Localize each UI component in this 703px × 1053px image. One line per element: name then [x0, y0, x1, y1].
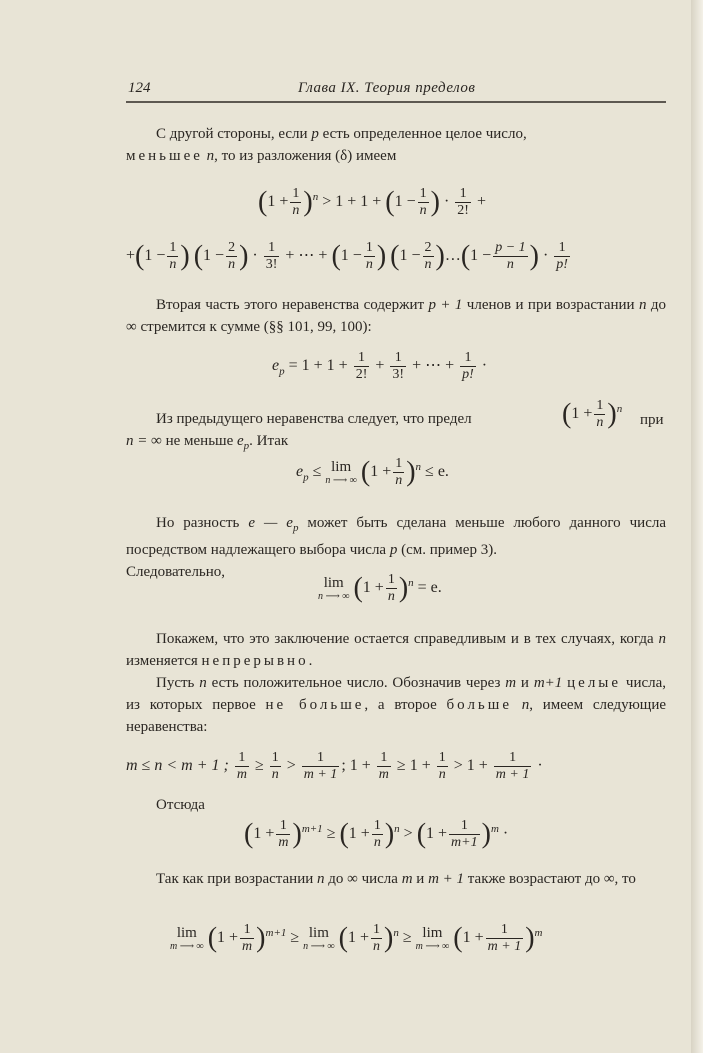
formula-power-ineq: (1 + $\frac{1}{m}$ )$^{m+1}$ ≥ (1 + $\frac{1}{n}$ )$^n$ > (1 + $\frac{1}{m+1}$ )$^m$ · — [244, 818, 509, 850]
paragraph-8: Так как при возрастании n до ∞ числа m и m + 1 также возрастают до ∞, то — [156, 871, 636, 887]
formula-ep-le-lim: $e_p$ ≤ lim n ⟶ ∞ (1 + $\frac{1}{n}$ )$^n$ ≤ e. — [296, 456, 449, 488]
formula-ep-sum: $e_p = 1 + 1$ + $\frac{1}{2!}$ + $\frac{1}{3!}$ + ⋯ + $\frac{1}{p!}$ · — [272, 350, 488, 382]
formula-m-n-ineq: m ≤ n < m + 1 ; $\frac{1}{m}$ ≥ $\frac{1}{n}$ > $\frac{1}{m + 1}$ ; 1 + $\frac{1}{m}$ ≥ 1 + $\frac{1}{n}$ > 1 + $\frac{1}{m + 1}$ · — [126, 750, 543, 782]
formula-expansion-1: (1 + $\frac{1}{n}$ )$^n$ > 1 + 1 + (1 − $\frac{1}{n}$ ) · $\frac{1}{2!}$ + — [258, 186, 486, 218]
paragraph-3: Из предыдущего неравенства следует, что предел n = ∞ не меньше $e_p$. Итак — [126, 411, 472, 452]
formula-expansion-2: +(1 − $\frac{1}{n}$ ) (1 − $\frac{2}{n}$ ) · $\frac{1}{3!}$ + ⋯ + (1 − $\frac{1}{n}$ ) (1 − $\frac{2}{n}$ )…(1 − $\frac{p - 1}{n}$ ) · $\frac{1}{p!}$ — [126, 240, 568, 272]
paragraph-7: Отсюда — [156, 797, 205, 813]
page-number: 124 — [128, 80, 151, 96]
paragraph-6: Пусть n есть положительное число. Обозначив через m и m+1 целые числа, из которых первое не больше, а второе больше n, имеем следующие неравенства: — [126, 675, 667, 735]
paragraph-2: Вторая часть этого неравенства содержит p + 1 членов и при возрастании n до ∞ стремится к сумме (§§ 101, 99, 100): — [126, 297, 666, 335]
running-title: Глава IX. Теория пределов — [298, 80, 476, 96]
formula-final-limits: lim m ⟶ ∞ (1 + $\frac{1}{m}$ )$^{m+1}$ ≥ lim n ⟶ ∞ (1 + $\frac{1}{n}$ )$^n$ ≥ lim m ⟶ ∞ (1 + $\frac{1}{m + 1}$ )$^m$ — [170, 922, 543, 954]
header-rule — [126, 101, 666, 103]
page-edge — [691, 0, 703, 1053]
paragraph-1: С другой стороны, если p есть определенное целое число, меньшее n, то из разложения (δ) имеем — [126, 126, 527, 164]
page-header — [128, 80, 668, 100]
paragraph-5: Покажем, что это заключение остается справедливым и в тех случаях, когда n изменяется непрерывно. — [126, 631, 666, 669]
formula-lim-eq-e: lim n ⟶ ∞ (1 + $\frac{1}{n}$ )$^n$ = e. — [318, 572, 442, 604]
paragraph-4: Но разность e — $e_p$ может быть сделана меньше любого данного числа посредством надлежащего выбора числа p (см. пример 3). Следовательно, — [126, 515, 667, 580]
word-pri: при — [640, 412, 664, 428]
inline-limit-expr: (1 + $\frac{1}{n}$ )$^n$ — [562, 398, 623, 430]
